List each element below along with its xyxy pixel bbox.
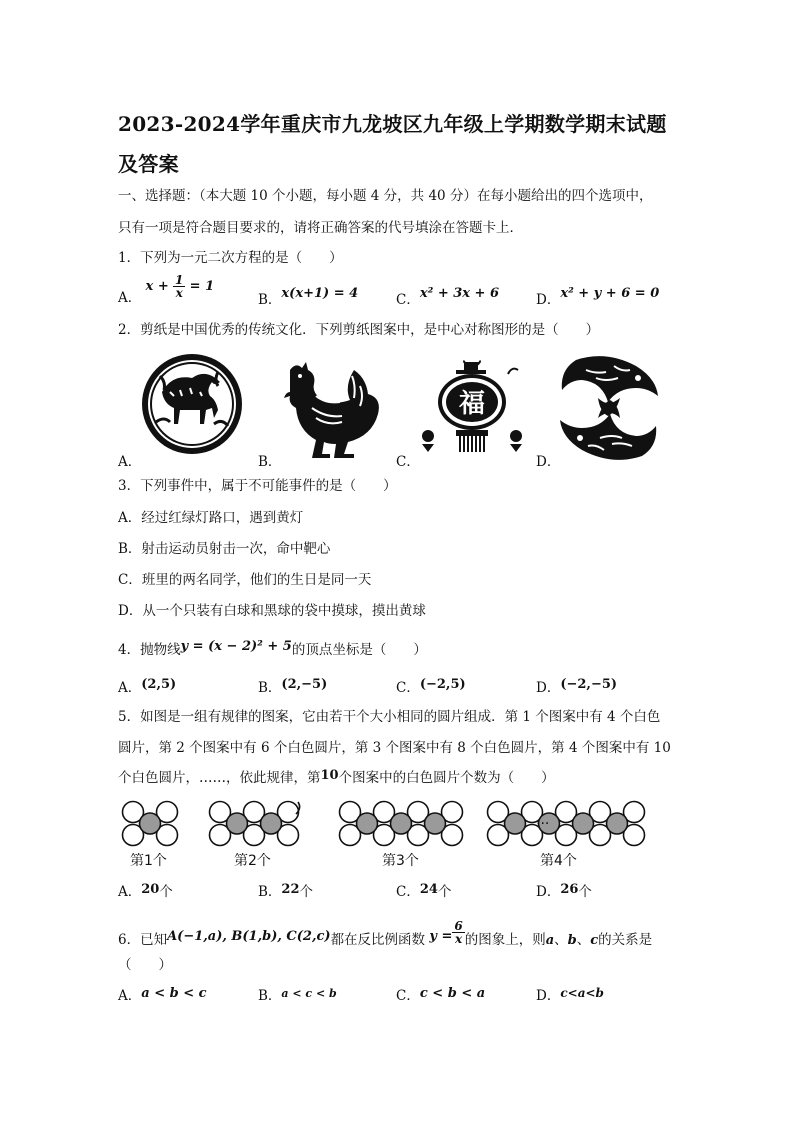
q4-stem: 4．抛物线y = (x − 2)² + 5的顶点坐标是（ ）	[118, 639, 427, 658]
q1-a-post: = 1	[189, 279, 215, 294]
q6-paren: （ ）	[118, 957, 172, 973]
q1-c-formula: x² + 3x + 6	[419, 286, 500, 301]
q6-option-d: D．c<a<b	[536, 986, 604, 1004]
q5-option-d: D．26个	[536, 882, 592, 900]
title-line-2: 及答案	[118, 152, 179, 176]
title-line-1: 2023-2024学年重庆市九龙坡区九年级上学期数学期末试题	[118, 112, 667, 136]
pattern-caption-1: 第1个	[130, 853, 167, 869]
q1-option-a	[118, 273, 215, 311]
q2-label-d: D．	[536, 454, 561, 470]
circle-pattern-figure	[118, 800, 678, 852]
q1-option-d: D．x² + y + 6 = 0	[536, 286, 660, 308]
q5-option-a: A．20个	[118, 882, 173, 900]
q5-line-2: 圆片，第 2 个图案中有 6 个白色圆片，第 3 个图案中有 8 个白色圆片，第 4 个图案中有 10	[118, 740, 671, 756]
q1-option-b: B．x(x+1) = 4	[258, 286, 359, 308]
q4-option-d: D．(−2,−5)	[536, 677, 618, 696]
q4-option-a: A．(2,5)	[118, 677, 177, 696]
q5-line-1: 5．如图是一组有规律的图案，它由若干个大小相同的圆片组成．第 1 个图案中有 4 个白色	[118, 709, 661, 725]
q5-line-3: 个白色圆片，……，依此规律，第10个图案中的白色圆片个数为（ ）	[118, 768, 555, 786]
section-heading-line-1: 一、选择题：（本大题 10 个小题，每小题 4 分，共 40 分）在每小题给出的四个选项中，	[118, 188, 653, 204]
page-title	[118, 104, 688, 184]
q3-stem: 3．下列事件中，属于不可能事件的是（ ）	[118, 478, 397, 494]
section-heading-line-2: 只有一项是符合题目要求的，请将正确答案的代号填涂在答题卡上．	[118, 220, 523, 236]
pattern-ellipsis: ···	[536, 816, 550, 832]
q5-option-c: C．24个	[396, 882, 452, 900]
q1-stem: 1．下列为一元二次方程的是（ ）	[118, 250, 343, 266]
q6-option-c: C．c < b < a	[396, 986, 486, 1004]
pattern-caption-4: 第4个	[540, 853, 577, 869]
q1-option-c: C．x² + 3x + 6	[396, 286, 500, 308]
q4-formula: y = (x − 2)² + 5	[180, 639, 292, 654]
q3-option-a: A．经过红绿灯路口，遇到黄灯	[118, 510, 304, 526]
fish-papercut-image	[556, 352, 662, 464]
q1-label-a: A．	[118, 290, 142, 306]
q3-option-d: D．从一个只装有白球和黑球的袋中摸球，摸出黄球	[118, 603, 426, 619]
q2-label-b: B．	[258, 454, 282, 470]
q6-option-b: B．$^{a < c < b}$	[258, 987, 337, 1004]
q1-a-pre: x +	[145, 279, 169, 294]
q6-stem: 6．已知A(−1,a), B(1,b), C(2,c)都在反比例函数 y = $\frac{6}{x}$ 的图象上，则a、b、c的关系是	[118, 919, 653, 948]
q5-option-b: B．22个	[258, 882, 314, 900]
lantern-fu-char: 福	[458, 389, 486, 419]
q4-option-b: B．(2,−5)	[258, 677, 328, 696]
q6-option-a: A．a < b < c	[118, 986, 207, 1004]
lantern-papercut-image	[416, 360, 528, 460]
q6-points: A(−1,a), B(1,b), C(2,c)	[167, 929, 331, 944]
pattern-caption-3: 第3个	[382, 853, 419, 869]
q2-label-a: A．	[118, 454, 142, 470]
pattern-caption-2: 第2个	[234, 853, 271, 869]
q1-a-fraction: $\frac{1}{x}$	[175, 273, 184, 300]
q3-option-c: C．班里的两名同学，他们的生日是同一天	[118, 572, 372, 588]
q4-option-c: C．(−2,5)	[396, 677, 466, 696]
ox-papercut-image	[140, 352, 244, 456]
q3-option-b: B．射击运动员射击一次，命中靶心	[118, 541, 331, 557]
q1-b-formula: x(x+1) = 4	[281, 286, 359, 301]
q6-func-lhs: y =	[429, 929, 453, 944]
q6-func-fraction: $\frac{6}{x}$	[454, 919, 463, 946]
q2-stem: 2．剪纸是中国优秀的传统文化．下列剪纸图案中，是中心对称图形的是（ ）	[118, 322, 600, 338]
rooster-papercut-image	[276, 356, 384, 460]
q2-label-c: C．	[396, 454, 420, 470]
q1-d-formula: x² + y + 6 = 0	[560, 286, 660, 301]
